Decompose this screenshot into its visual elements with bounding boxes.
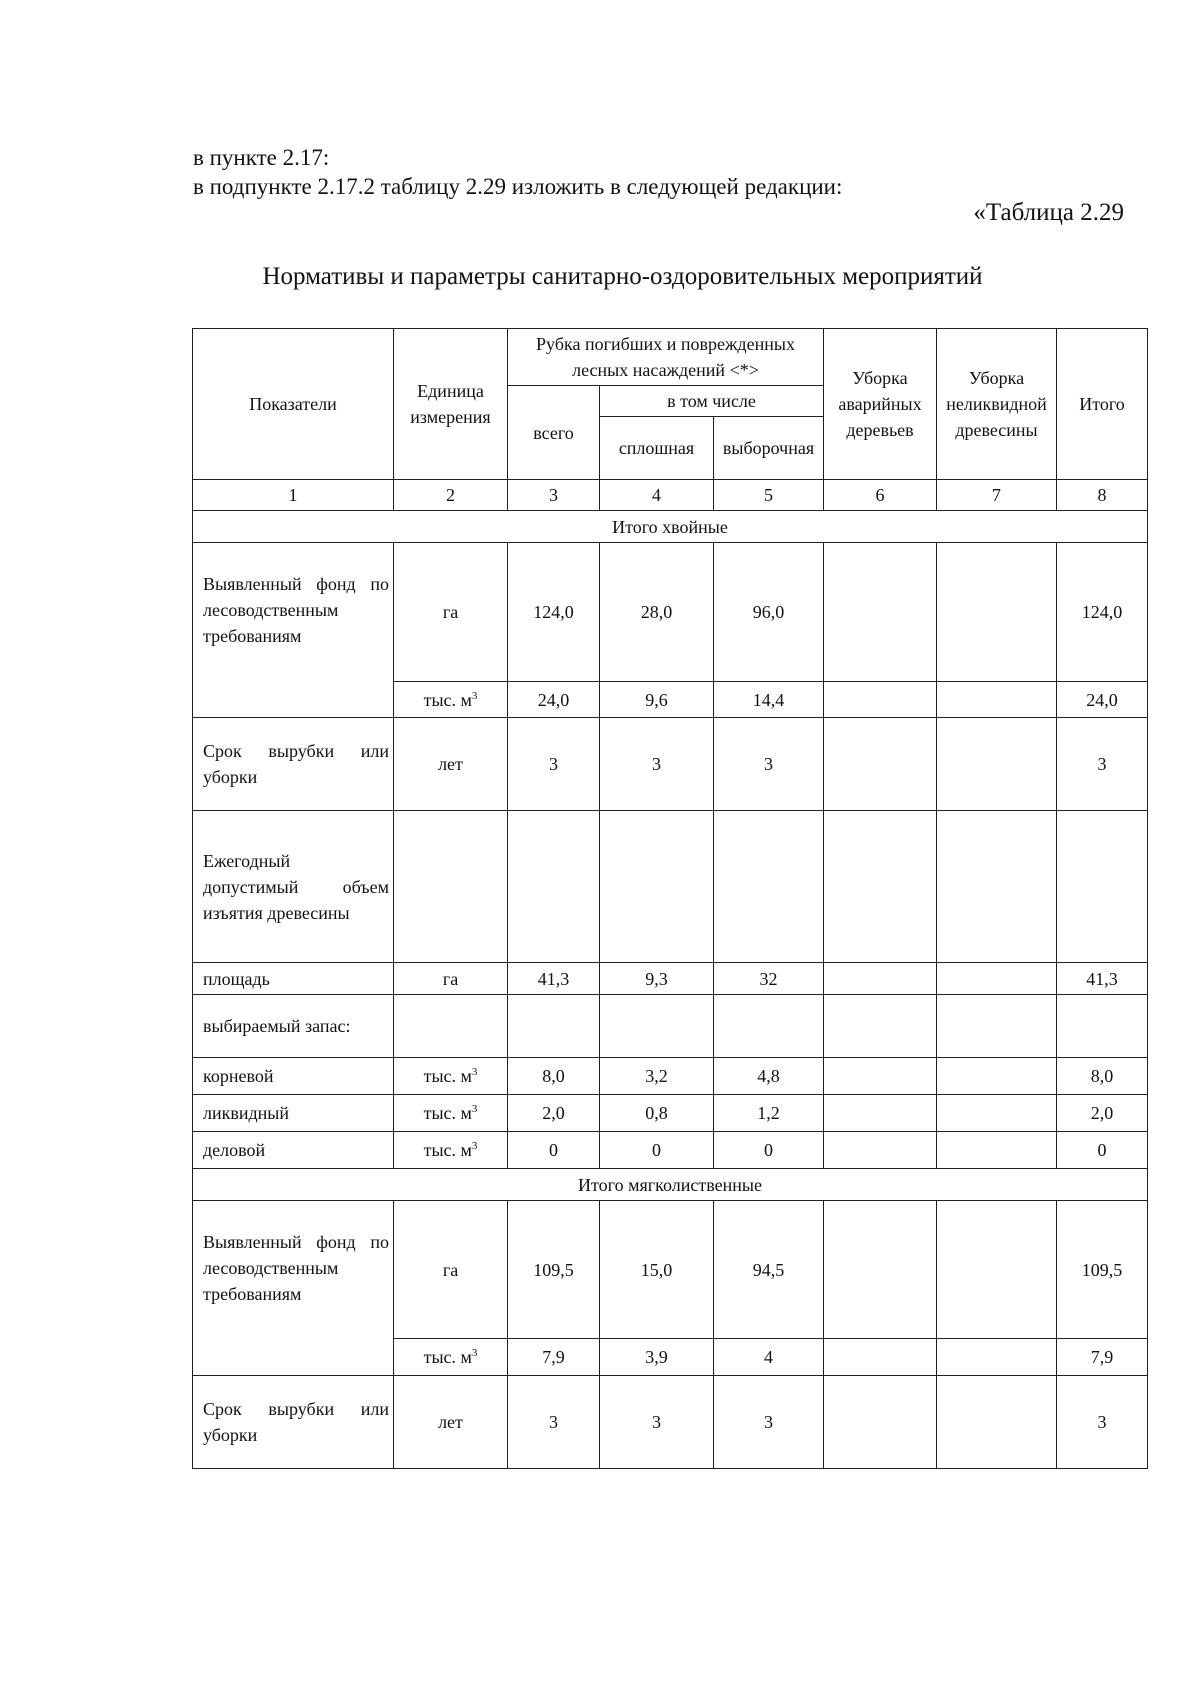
value-cell: 41,3 xyxy=(1057,963,1148,995)
section-title-conifer: Итого хвойные xyxy=(193,511,1148,543)
value-cell xyxy=(824,1095,937,1132)
norms-table xyxy=(192,328,1148,1469)
value-cell: 0 xyxy=(1057,1132,1148,1169)
value-cell: 96,0 xyxy=(714,543,824,682)
value-cell: 7,9 xyxy=(1057,1339,1148,1376)
row-label-business: деловой xyxy=(193,1132,394,1169)
unit-cell: га xyxy=(394,963,508,995)
value-cell: 9,6 xyxy=(600,682,714,718)
value-cell xyxy=(937,1132,1057,1169)
value-cell: 3 xyxy=(600,1376,714,1469)
unit-cell: тыс. $м^3$ xyxy=(394,1132,508,1169)
unit-cell: тыс. $м^3$ xyxy=(394,682,508,718)
value-cell xyxy=(937,963,1057,995)
value-cell: 8,0 xyxy=(1057,1058,1148,1095)
value-cell: 4 xyxy=(714,1339,824,1376)
unit-cell: тыс. $м^3$ xyxy=(394,1058,508,1095)
row-label-fund: Выявленный фонд по лесоводственным требованиям xyxy=(193,543,394,718)
header-indicators: Показатели xyxy=(193,329,394,480)
value-cell xyxy=(824,1058,937,1095)
value-cell: 41,3 xyxy=(508,963,600,995)
unit-cell: га xyxy=(394,1201,508,1339)
value-cell: 4,8 xyxy=(714,1058,824,1095)
col-number: 5 xyxy=(714,480,824,511)
value-cell xyxy=(824,1339,937,1376)
value-cell: 3 xyxy=(714,718,824,811)
value-cell xyxy=(824,682,937,718)
value-cell: 28,0 xyxy=(600,543,714,682)
value-cell xyxy=(824,718,937,811)
value-cell: 3 xyxy=(714,1376,824,1469)
value-cell: 3,2 xyxy=(600,1058,714,1095)
value-cell xyxy=(937,1201,1057,1339)
intro-line-2: в подпункте 2.17.2 таблицу 2.29 изложить в следующей редакции: xyxy=(193,174,843,199)
col-number: 6 xyxy=(824,480,937,511)
value-cell: 14,4 xyxy=(714,682,824,718)
value-cell: 0 xyxy=(600,1132,714,1169)
value-cell: 3,9 xyxy=(600,1339,714,1376)
header-illiquid: Уборка неликвидной древесины xyxy=(937,329,1057,480)
value-cell xyxy=(824,963,937,995)
value-cell: 15,0 xyxy=(600,1201,714,1339)
value-cell: 8,0 xyxy=(508,1058,600,1095)
value-cell: 3 xyxy=(600,718,714,811)
row-label-fund: Выявленный фонд по лесоводственным требованиям xyxy=(193,1201,394,1376)
unit-cell: га xyxy=(394,543,508,682)
value-cell: 124,0 xyxy=(508,543,600,682)
row-label-root: корневой xyxy=(193,1058,394,1095)
header-unit: Единица измерения xyxy=(394,329,508,480)
section-title-softwood: Итого мягколиственные xyxy=(193,1169,1148,1201)
col-number: 1 xyxy=(193,480,394,511)
value-cell xyxy=(937,1339,1057,1376)
value-cell xyxy=(824,543,937,682)
value-cell: 94,5 xyxy=(714,1201,824,1339)
row-label-area: площадь xyxy=(193,963,394,995)
row-label-term: Срок вырубки или уборки xyxy=(193,1376,394,1469)
value-cell: 109,5 xyxy=(508,1201,600,1339)
value-cell: 1,2 xyxy=(714,1095,824,1132)
col-number: 4 xyxy=(600,480,714,511)
value-cell: 3 xyxy=(1057,1376,1148,1469)
col-number: 8 xyxy=(1057,480,1148,511)
value-cell xyxy=(824,1132,937,1169)
header-emergency: Уборка аварийных деревьев xyxy=(824,329,937,480)
value-cell: 3 xyxy=(508,718,600,811)
value-cell: 0,8 xyxy=(600,1095,714,1132)
row-label-stock: выбираемый запас: xyxy=(193,995,394,1058)
value-cell xyxy=(937,1058,1057,1095)
intro-line-1: в пункте 2.17: xyxy=(193,145,330,170)
value-cell xyxy=(824,1376,937,1469)
value-cell xyxy=(937,543,1057,682)
unit-cell: тыс. $м^3$ xyxy=(394,1095,508,1132)
value-cell: 0 xyxy=(508,1132,600,1169)
value-cell xyxy=(937,1376,1057,1469)
col-number: 2 xyxy=(394,480,508,511)
value-cell: 24,0 xyxy=(1057,682,1148,718)
value-cell: 2,0 xyxy=(1057,1095,1148,1132)
header-clear: сплошная xyxy=(600,417,714,480)
value-cell: 7,9 xyxy=(508,1339,600,1376)
table-reference: «Таблица 2.29 xyxy=(973,199,1124,226)
value-cell: 3 xyxy=(1057,718,1148,811)
value-cell xyxy=(824,1201,937,1339)
value-cell xyxy=(937,718,1057,811)
intro-text xyxy=(193,143,842,201)
value-cell: 9,3 xyxy=(600,963,714,995)
row-label-annual: Ежегодный допустимый объем изъятия древесины xyxy=(193,811,394,963)
unit-cell: лет xyxy=(394,1376,508,1469)
value-cell: 3 xyxy=(508,1376,600,1469)
row-label-liquid: ликвидный xyxy=(193,1095,394,1132)
header-selective: выборочная xyxy=(714,417,824,480)
header-felling: Рубка погибших и поврежденных лесных насаждений <*> xyxy=(508,329,824,386)
value-cell: 109,5 xyxy=(1057,1201,1148,1339)
row-label-term: Срок вырубки или уборки xyxy=(193,718,394,811)
unit-cell: лет xyxy=(394,718,508,811)
header-including: в том числе xyxy=(600,386,824,417)
value-cell: 0 xyxy=(714,1132,824,1169)
value-cell: 24,0 xyxy=(508,682,600,718)
col-number: 3 xyxy=(508,480,600,511)
value-cell xyxy=(937,682,1057,718)
value-cell: 32 xyxy=(714,963,824,995)
header-itogo: Итого xyxy=(1057,329,1148,480)
unit-cell: тыс. $м^3$ xyxy=(394,1339,508,1376)
value-cell: 124,0 xyxy=(1057,543,1148,682)
value-cell: 2,0 xyxy=(508,1095,600,1132)
value-cell xyxy=(937,1095,1057,1132)
table-title: Нормативы и параметры санитарно-оздоровительных мероприятий xyxy=(262,263,983,290)
header-total-col: всего xyxy=(508,386,600,480)
col-number: 7 xyxy=(937,480,1057,511)
